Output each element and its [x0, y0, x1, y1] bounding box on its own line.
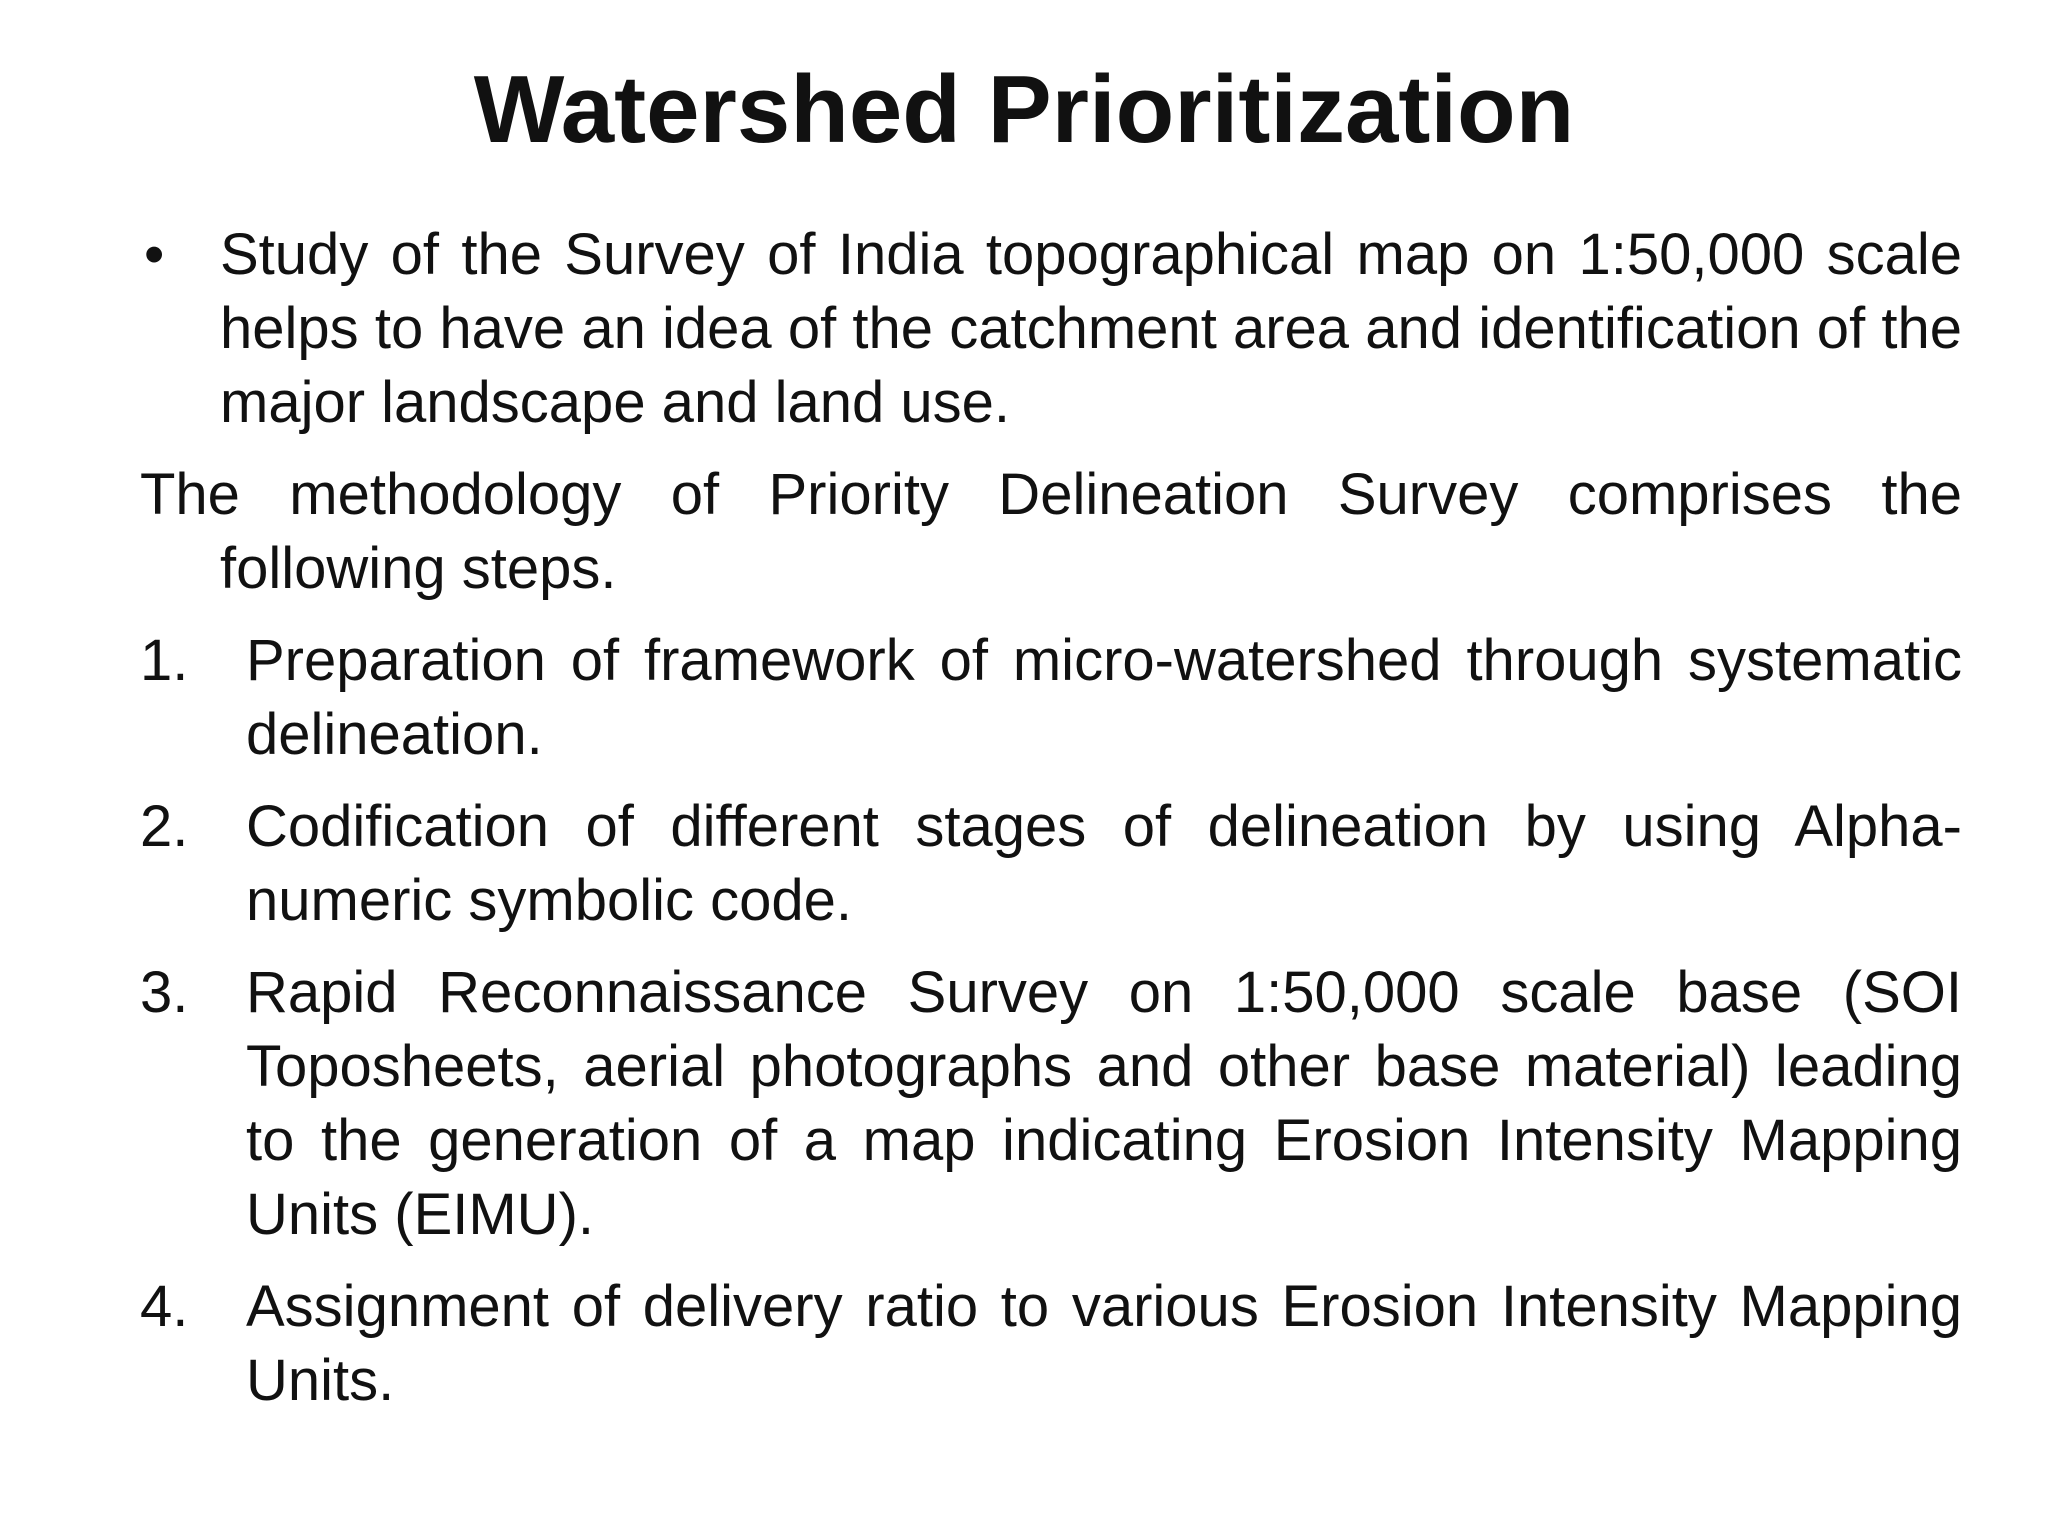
step-text: Rapid Reconnaissance Survey on 1:50,000 scale base (SOI Toposheets, aerial photographs and other base material) leading to the generation of a map indicating Erosion Intensity Mapping Units (EIMU). [246, 960, 1962, 1247]
step-text: Assignment of delivery ratio to various Erosion Intensity Mapping Units. [246, 1274, 1962, 1413]
slide-body [140, 218, 1962, 1436]
step-number: 2. [140, 794, 189, 859]
step-number: 3. [140, 960, 189, 1025]
step-item-4 [140, 1270, 1962, 1418]
slide-title: Watershed Prioritization [473, 56, 1575, 163]
bullet-item [140, 218, 1962, 440]
step-item-3 [140, 956, 1962, 1252]
step-text: Codification of different stages of delineation by using Alpha-numeric symbolic code. [246, 794, 1962, 933]
step-text: Preparation of framework of micro-watershed through systematic delineation. [246, 628, 1962, 767]
step-number: 4. [140, 1274, 189, 1339]
bullet-text: Study of the Survey of India topographical map on 1:50,000 scale helps to have an idea of the catchment area and identification of the major landscape and land use. [220, 222, 1962, 435]
step-number: 1. [140, 628, 189, 693]
step-item-2 [140, 790, 1962, 938]
intro-paragraph: The methodology of Priority Delineation Survey comprises the following steps. [140, 462, 1962, 601]
step-item-1 [140, 624, 1962, 772]
bullet-marker: • [144, 222, 165, 287]
